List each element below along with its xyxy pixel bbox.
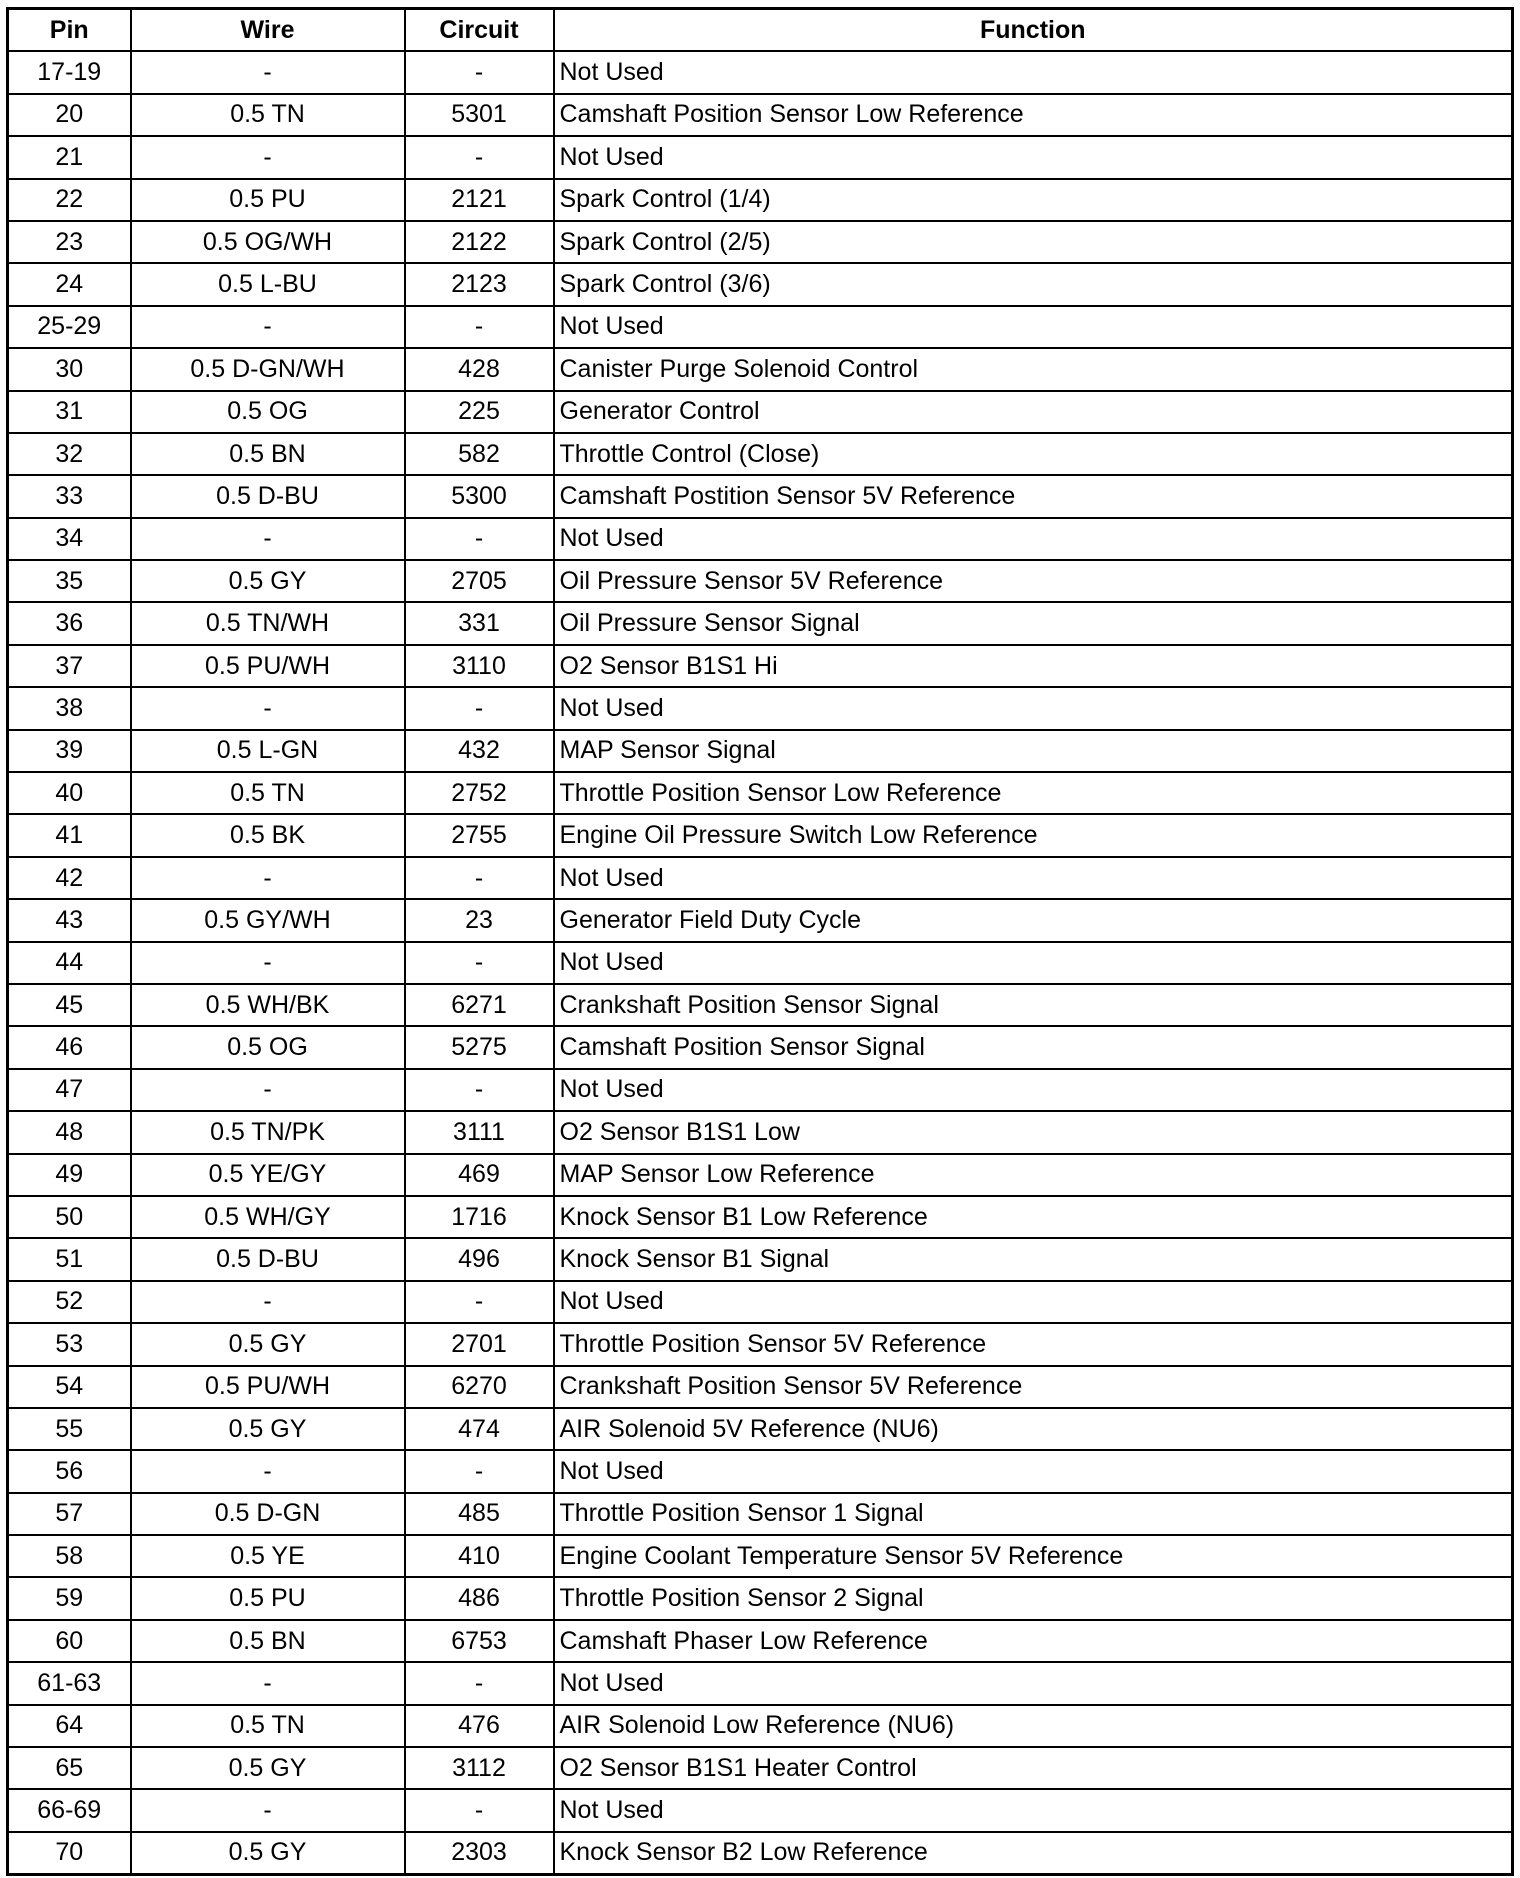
pin-cell: 61-63 [8,1662,131,1704]
pin-cell: 55 [8,1408,131,1450]
function-cell: Throttle Position Sensor Low Reference [554,772,1513,814]
wire-cell: 0.5 GY [131,560,405,602]
pin-cell: 17-19 [8,51,131,93]
pin-cell: 52 [8,1281,131,1323]
table-row [8,1196,1513,1238]
function-cell: Throttle Position Sensor 2 Signal [554,1577,1513,1619]
table-row [8,1705,1513,1747]
connector-pinout-table [6,7,1514,1876]
function-cell: Throttle Position Sensor 5V Reference [554,1323,1513,1365]
function-cell: Not Used [554,51,1513,93]
function-cell: O2 Sensor B1S1 Hi [554,645,1513,687]
function-cell: AIR Solenoid Low Reference (NU6) [554,1705,1513,1747]
wire-cell: 0.5 PU [131,1577,405,1619]
wire-cell: 0.5 WH/GY [131,1196,405,1238]
table-row [8,1535,1513,1577]
table-row [8,1111,1513,1153]
pin-cell: 64 [8,1705,131,1747]
wire-cell: 0.5 BN [131,1620,405,1662]
table-row [8,772,1513,814]
wire-cell: 0.5 GY [131,1323,405,1365]
wire-cell: 0.5 TN [131,772,405,814]
function-cell: Oil Pressure Sensor 5V Reference [554,560,1513,602]
pin-cell: 37 [8,645,131,687]
circuit-cell: 5275 [405,1026,554,1068]
table-row [8,1026,1513,1068]
circuit-cell: 2122 [405,221,554,263]
function-cell: Not Used [554,1450,1513,1492]
circuit-cell: 2755 [405,814,554,856]
pin-cell: 48 [8,1111,131,1153]
wire-cell: 0.5 D-BU [131,475,405,517]
circuit-cell: 23 [405,899,554,941]
circuit-cell: 582 [405,433,554,475]
function-cell: Spark Control (2/5) [554,221,1513,263]
table-row [8,1408,1513,1450]
function-cell: Camshaft Postition Sensor 5V Reference [554,475,1513,517]
function-cell: Not Used [554,1662,1513,1704]
pin-cell: 24 [8,263,131,305]
circuit-cell: 474 [405,1408,554,1450]
wire-cell: 0.5 BN [131,433,405,475]
table-row [8,263,1513,305]
table-row [8,1662,1513,1704]
circuit-cell: 3111 [405,1111,554,1153]
column-header-function: Function [554,9,1513,52]
pin-cell: 25-29 [8,306,131,348]
pin-cell: 57 [8,1493,131,1535]
circuit-cell: 432 [405,730,554,772]
pin-cell: 31 [8,391,131,433]
pin-cell: 38 [8,687,131,729]
wire-cell: 0.5 L-GN [131,730,405,772]
pin-cell: 65 [8,1747,131,1789]
circuit-cell: 485 [405,1493,554,1535]
wire-cell: 0.5 D-GN/WH [131,348,405,390]
wire-cell: 0.5 TN/WH [131,602,405,644]
wire-cell: 0.5 L-BU [131,263,405,305]
circuit-cell: 6753 [405,1620,554,1662]
function-cell: Not Used [554,942,1513,984]
circuit-cell: 3112 [405,1747,554,1789]
pin-cell: 35 [8,560,131,602]
pin-cell: 44 [8,942,131,984]
table-row [8,1238,1513,1280]
wire-cell: - [131,1069,405,1111]
function-cell: O2 Sensor B1S1 Low [554,1111,1513,1153]
pin-cell: 58 [8,1535,131,1577]
function-cell: Camshaft Position Sensor Low Reference [554,94,1513,136]
circuit-cell: 496 [405,1238,554,1280]
table-row [8,1747,1513,1789]
function-cell: O2 Sensor B1S1 Heater Control [554,1747,1513,1789]
pin-cell: 23 [8,221,131,263]
column-header-circuit: Circuit [405,9,554,52]
circuit-cell: 6271 [405,984,554,1026]
table-row [8,857,1513,899]
circuit-cell: - [405,518,554,560]
circuit-cell: 3110 [405,645,554,687]
circuit-cell: - [405,1662,554,1704]
function-cell: MAP Sensor Low Reference [554,1154,1513,1196]
circuit-cell: 1716 [405,1196,554,1238]
wire-cell: - [131,857,405,899]
wire-cell: 0.5 GY [131,1832,405,1875]
wire-cell: 0.5 OG [131,391,405,433]
table-row [8,645,1513,687]
table-row [8,602,1513,644]
function-cell: Not Used [554,687,1513,729]
circuit-cell: 225 [405,391,554,433]
function-cell: Camshaft Position Sensor Signal [554,1026,1513,1068]
wire-cell: 0.5 PU/WH [131,1366,405,1408]
table-row [8,1366,1513,1408]
function-cell: Crankshaft Position Sensor 5V Reference [554,1366,1513,1408]
wire-cell: - [131,942,405,984]
function-cell: Not Used [554,857,1513,899]
wire-cell: 0.5 YE/GY [131,1154,405,1196]
circuit-cell: 2701 [405,1323,554,1365]
circuit-cell: - [405,1069,554,1111]
table-row [8,179,1513,221]
table-row [8,51,1513,93]
table-row [8,433,1513,475]
wire-cell: - [131,687,405,729]
circuit-cell: 486 [405,1577,554,1619]
function-cell: Not Used [554,1281,1513,1323]
table-row [8,475,1513,517]
function-cell: Not Used [554,518,1513,560]
circuit-cell: - [405,306,554,348]
pin-cell: 22 [8,179,131,221]
table-row [8,1450,1513,1492]
pin-cell: 47 [8,1069,131,1111]
table-row [8,1069,1513,1111]
pin-cell: 39 [8,730,131,772]
circuit-cell: 2123 [405,263,554,305]
table-row [8,348,1513,390]
wire-cell: - [131,1281,405,1323]
function-cell: Throttle Position Sensor 1 Signal [554,1493,1513,1535]
table-row [8,136,1513,178]
function-cell: Not Used [554,136,1513,178]
function-cell: Generator Field Duty Cycle [554,899,1513,941]
table-row [8,1493,1513,1535]
pin-cell: 40 [8,772,131,814]
table-row [8,942,1513,984]
pin-cell: 51 [8,1238,131,1280]
wire-cell: - [131,306,405,348]
pin-cell: 49 [8,1154,131,1196]
wire-cell: - [131,1789,405,1831]
wire-cell: 0.5 TN [131,1705,405,1747]
wire-cell: 0.5 PU/WH [131,645,405,687]
wire-cell: 0.5 GY [131,1747,405,1789]
pin-cell: 50 [8,1196,131,1238]
circuit-cell: - [405,1789,554,1831]
pin-cell: 41 [8,814,131,856]
table-row [8,730,1513,772]
wire-cell: 0.5 OG/WH [131,221,405,263]
pin-cell: 45 [8,984,131,1026]
wire-cell: - [131,1450,405,1492]
table-body [8,51,1513,1874]
wire-cell: - [131,518,405,560]
table-row [8,1154,1513,1196]
wire-cell: - [131,136,405,178]
circuit-cell: - [405,857,554,899]
table-row [8,899,1513,941]
pin-cell: 42 [8,857,131,899]
function-cell: Spark Control (1/4) [554,179,1513,221]
function-cell: Generator Control [554,391,1513,433]
table-row [8,391,1513,433]
circuit-cell: 476 [405,1705,554,1747]
wire-cell: - [131,1662,405,1704]
pin-cell: 33 [8,475,131,517]
circuit-cell: 469 [405,1154,554,1196]
wire-cell: 0.5 OG [131,1026,405,1068]
wire-cell: 0.5 PU [131,179,405,221]
circuit-cell: 5300 [405,475,554,517]
function-cell: MAP Sensor Signal [554,730,1513,772]
function-cell: Knock Sensor B1 Signal [554,1238,1513,1280]
function-cell: Camshaft Phaser Low Reference [554,1620,1513,1662]
circuit-cell: 2705 [405,560,554,602]
pin-cell: 32 [8,433,131,475]
table-row [8,221,1513,263]
table-row [8,1620,1513,1662]
column-header-pin: Pin [8,9,131,52]
pin-cell: 66-69 [8,1789,131,1831]
pin-cell: 46 [8,1026,131,1068]
circuit-cell: 2752 [405,772,554,814]
wire-cell: 0.5 D-GN [131,1493,405,1535]
wire-cell: 0.5 TN/PK [131,1111,405,1153]
circuit-cell: 5301 [405,94,554,136]
circuit-cell: - [405,51,554,93]
pin-cell: 43 [8,899,131,941]
table-row [8,1832,1513,1875]
function-cell: Not Used [554,306,1513,348]
pin-cell: 54 [8,1366,131,1408]
pin-cell: 56 [8,1450,131,1492]
wire-cell: 0.5 D-BU [131,1238,405,1280]
wire-cell: 0.5 BK [131,814,405,856]
circuit-cell: 331 [405,602,554,644]
wire-cell: 0.5 YE [131,1535,405,1577]
table-row [8,560,1513,602]
function-cell: Not Used [554,1789,1513,1831]
pin-cell: 70 [8,1832,131,1875]
table-row [8,518,1513,560]
circuit-cell: - [405,942,554,984]
table-row [8,306,1513,348]
pin-cell: 53 [8,1323,131,1365]
pin-cell: 60 [8,1620,131,1662]
function-cell: Throttle Control (Close) [554,433,1513,475]
wire-cell: 0.5 GY [131,1408,405,1450]
function-cell: Engine Oil Pressure Switch Low Reference [554,814,1513,856]
pin-cell: 34 [8,518,131,560]
function-cell: Spark Control (3/6) [554,263,1513,305]
function-cell: Knock Sensor B2 Low Reference [554,1832,1513,1875]
function-cell: AIR Solenoid 5V Reference (NU6) [554,1408,1513,1450]
circuit-cell: 2121 [405,179,554,221]
table-row [8,1281,1513,1323]
table-row [8,94,1513,136]
table-header [8,9,1513,52]
circuit-cell: - [405,136,554,178]
circuit-cell: 410 [405,1535,554,1577]
circuit-cell: - [405,1450,554,1492]
circuit-cell: 6270 [405,1366,554,1408]
table-row [8,984,1513,1026]
function-cell: Knock Sensor B1 Low Reference [554,1196,1513,1238]
pin-cell: 21 [8,136,131,178]
wire-cell: - [131,51,405,93]
function-cell: Canister Purge Solenoid Control [554,348,1513,390]
table-row [8,687,1513,729]
pin-cell: 36 [8,602,131,644]
circuit-cell: 2303 [405,1832,554,1875]
pin-cell: 20 [8,94,131,136]
table-row [8,1789,1513,1831]
wire-cell: 0.5 GY/WH [131,899,405,941]
circuit-cell: - [405,1281,554,1323]
function-cell: Crankshaft Position Sensor Signal [554,984,1513,1026]
circuit-cell: - [405,687,554,729]
table-row [8,814,1513,856]
column-header-wire: Wire [131,9,405,52]
function-cell: Not Used [554,1069,1513,1111]
pin-cell: 59 [8,1577,131,1619]
pin-cell: 30 [8,348,131,390]
function-cell: Engine Coolant Temperature Sensor 5V Reference [554,1535,1513,1577]
wire-cell: 0.5 TN [131,94,405,136]
circuit-cell: 428 [405,348,554,390]
table-row [8,1577,1513,1619]
wire-cell: 0.5 WH/BK [131,984,405,1026]
table-row [8,1323,1513,1365]
header-row [8,9,1513,52]
function-cell: Oil Pressure Sensor Signal [554,602,1513,644]
